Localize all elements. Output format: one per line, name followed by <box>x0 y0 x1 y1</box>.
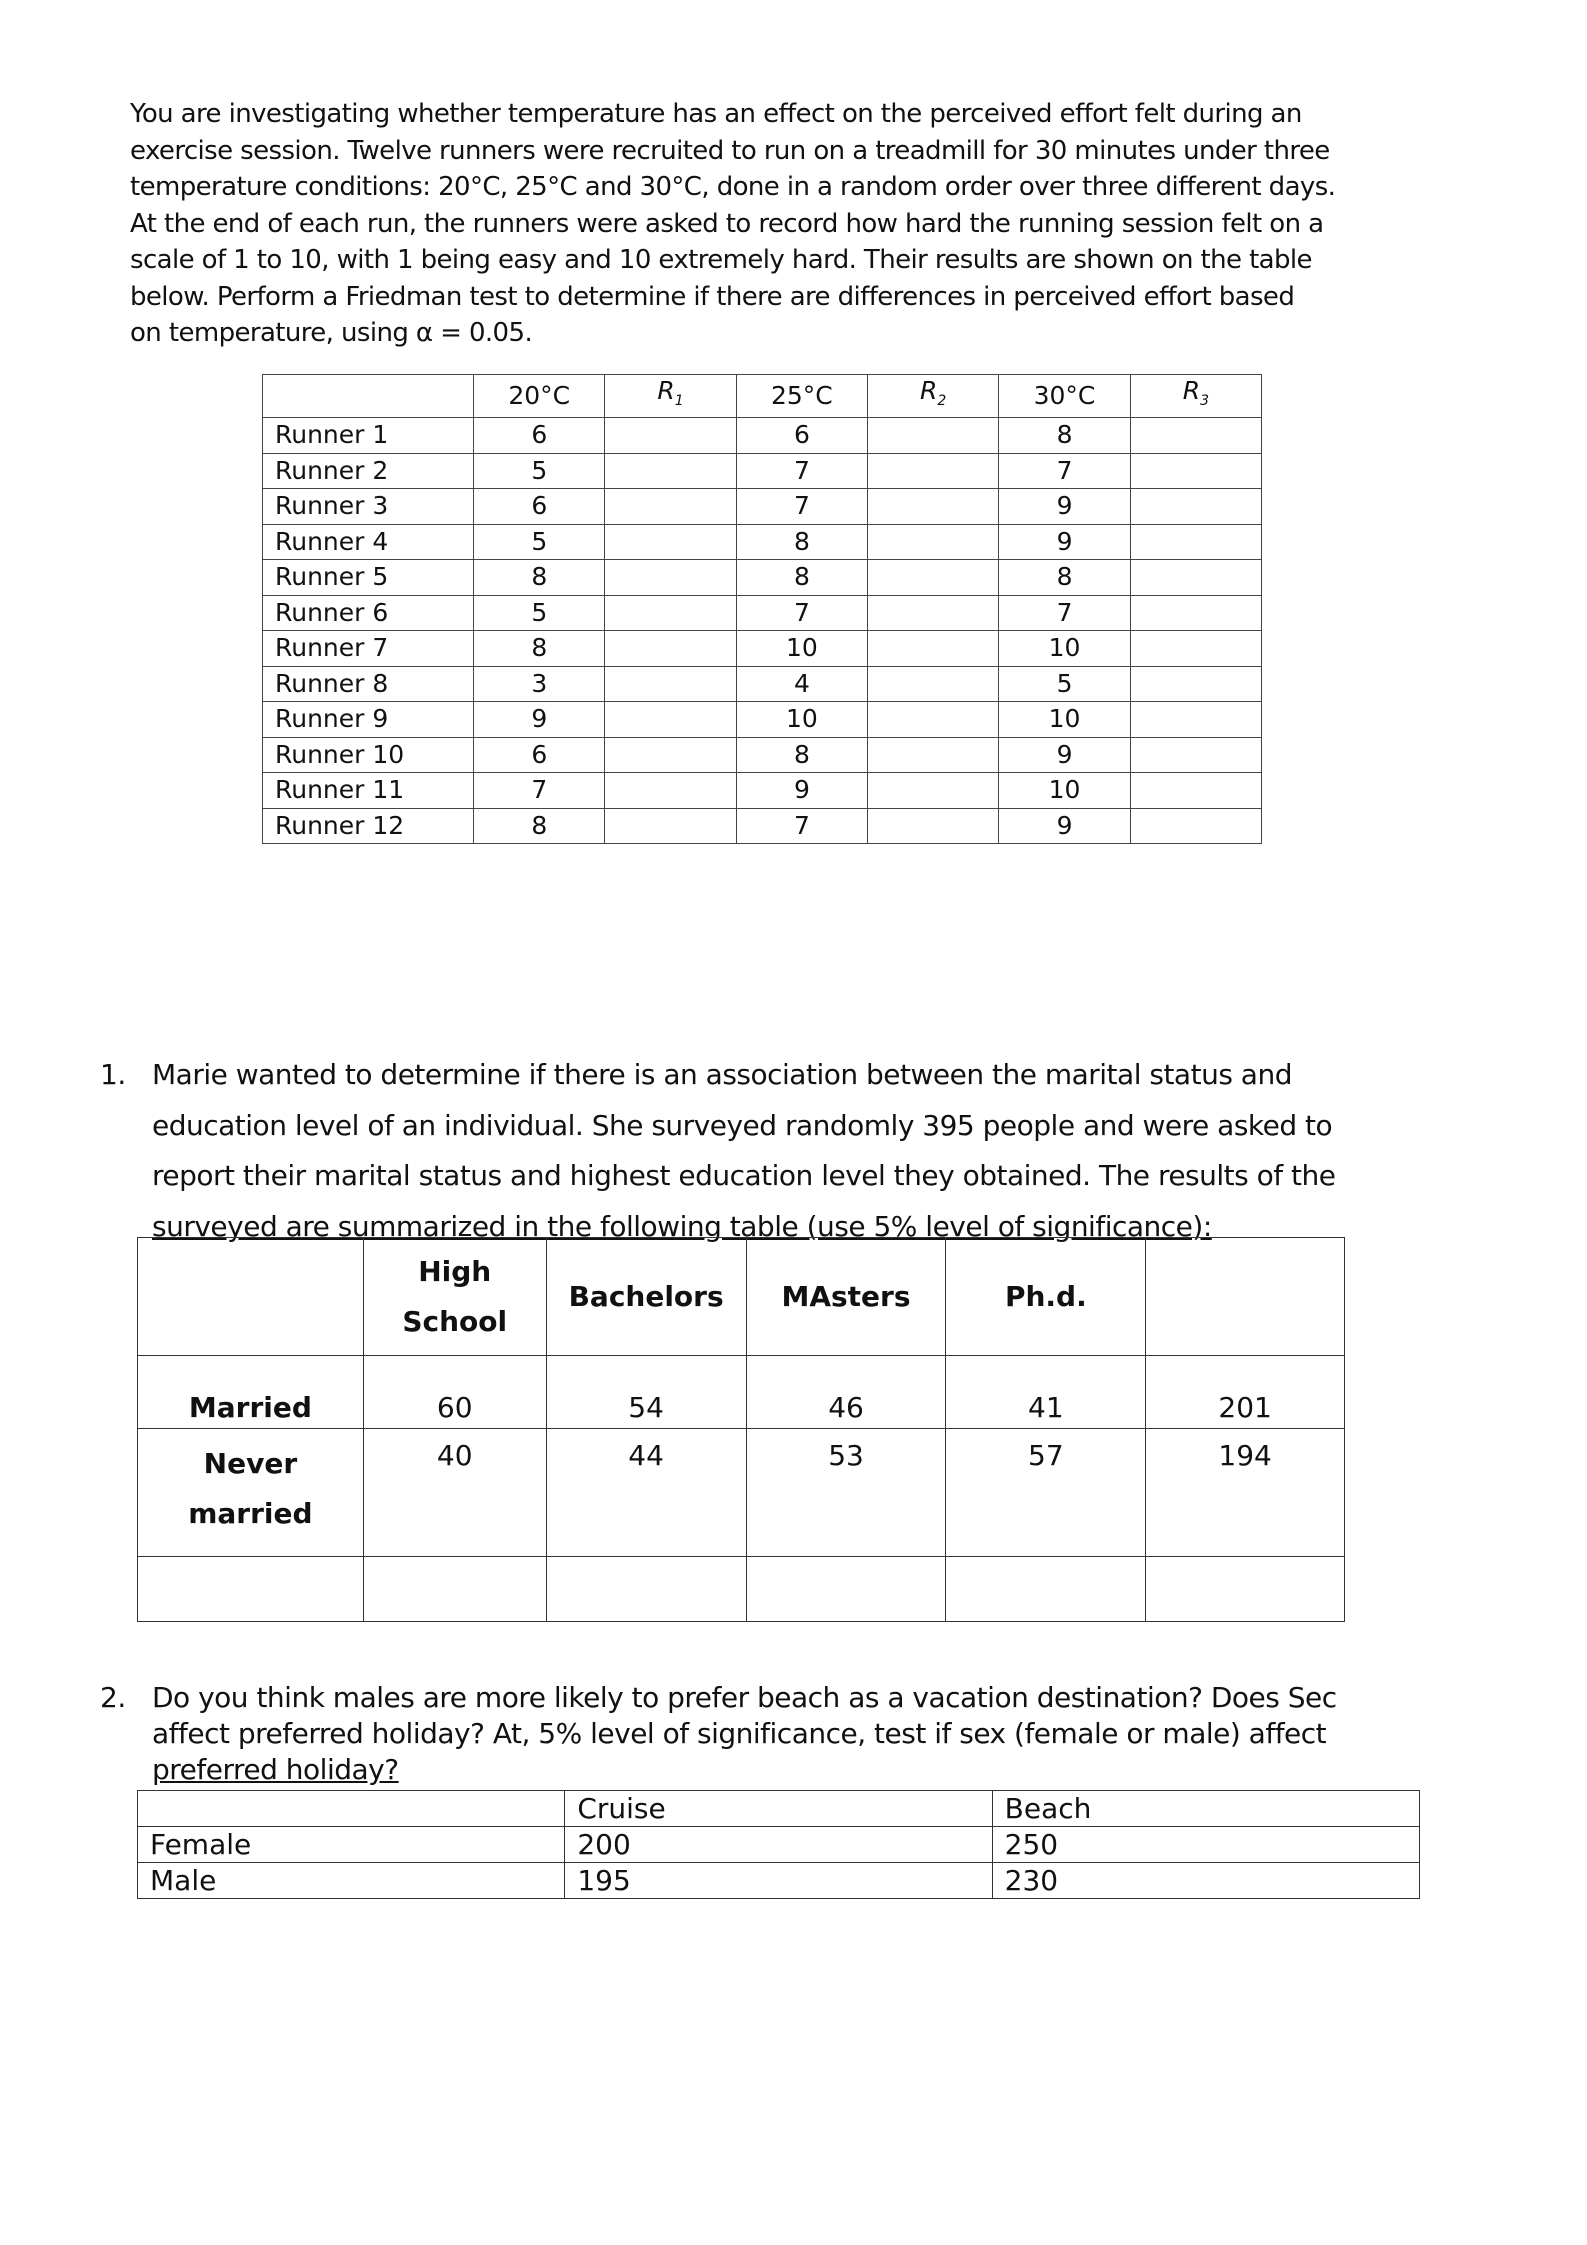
cell: 9 <box>999 737 1130 773</box>
cell: 200 <box>565 1827 992 1863</box>
cell <box>605 702 736 738</box>
cell <box>1130 560 1261 596</box>
row-label: Male <box>138 1863 565 1899</box>
cell <box>605 418 736 454</box>
cell: 8 <box>474 560 605 596</box>
table-row <box>263 808 1262 844</box>
cell <box>868 560 999 596</box>
header-cell: $R_3$ <box>1130 375 1261 418</box>
cell <box>605 453 736 489</box>
cell: 5 <box>474 595 605 631</box>
cell: 5 <box>474 524 605 560</box>
text-line: education level of an individual. She surveyed randomly 395 people and were asked to <box>152 1108 1333 1142</box>
friedman-problem-text <box>130 96 1420 352</box>
header-cell: Bachelors <box>546 1238 746 1356</box>
text-line: surveyed are summarized in the following table (use 5% level of significance): <box>152 1209 1212 1243</box>
cell <box>868 453 999 489</box>
row-label: Runner 11 <box>263 773 474 809</box>
cell <box>546 1557 746 1622</box>
cell <box>138 1557 364 1622</box>
cell: 8 <box>474 808 605 844</box>
row-label: Runner 10 <box>263 737 474 773</box>
table-row <box>263 524 1262 560</box>
question-2 <box>100 1680 1420 1788</box>
question-number: 1. <box>100 1058 126 1091</box>
cell: 6 <box>474 489 605 525</box>
text-line: affect preferred holiday? At, 5% level of significance, test if sex (female or male) affect <box>152 1717 1327 1750</box>
cell <box>605 489 736 525</box>
cell <box>605 666 736 702</box>
cell: 10 <box>999 773 1130 809</box>
cell <box>868 702 999 738</box>
header-cell: $R_2$ <box>868 375 999 418</box>
cell <box>605 524 736 560</box>
cell <box>1130 595 1261 631</box>
header-cell: Ph.d. <box>946 1238 1146 1356</box>
table-row <box>263 666 1262 702</box>
table-row <box>263 737 1262 773</box>
cell <box>868 631 999 667</box>
row-label: Never married <box>138 1429 364 1557</box>
cell: 201 <box>1146 1356 1345 1429</box>
cell <box>868 595 999 631</box>
cell: 44 <box>546 1429 746 1557</box>
cell <box>1130 808 1261 844</box>
header-cell: 25°C <box>736 375 867 418</box>
runner-effort-table <box>262 374 1262 844</box>
cell: 6 <box>736 418 867 454</box>
cell: 195 <box>565 1863 992 1899</box>
cell <box>605 773 736 809</box>
cell: 3 <box>474 666 605 702</box>
cell <box>868 489 999 525</box>
table-row <box>263 631 1262 667</box>
cell <box>1130 702 1261 738</box>
cell: 54 <box>546 1356 746 1429</box>
cell <box>868 418 999 454</box>
cell <box>868 666 999 702</box>
cell: 40 <box>363 1429 546 1557</box>
cell: 8 <box>736 737 867 773</box>
header-cell: 20°C <box>474 375 605 418</box>
cell: 8 <box>736 560 867 596</box>
row-label: Runner 7 <box>263 631 474 667</box>
cell <box>605 560 736 596</box>
row-label: Runner 3 <box>263 489 474 525</box>
cell <box>1130 453 1261 489</box>
cell <box>868 524 999 560</box>
text-line: At the end of each run, the runners were asked to record how hard the running session felt on a <box>130 208 1324 239</box>
row-label: Runner 12 <box>263 808 474 844</box>
cell <box>363 1557 546 1622</box>
text-line: temperature conditions: 20°C, 25°C and 30°C, done in a random order over three different days. <box>130 172 1336 202</box>
cell <box>1130 737 1261 773</box>
text-line: preferred holiday? <box>152 1753 399 1786</box>
header-cell: High School <box>363 1238 546 1356</box>
cell: 7 <box>736 489 867 525</box>
question-number: 2. <box>100 1681 126 1714</box>
row-label: Runner 4 <box>263 524 474 560</box>
cell <box>605 737 736 773</box>
cell: 57 <box>946 1429 1146 1557</box>
cell: 8 <box>999 418 1130 454</box>
text-line: exercise session. Twelve runners were recruited to run on a treadmill for 30 minutes under three <box>130 135 1330 166</box>
cell: 10 <box>736 702 867 738</box>
table-row <box>138 1429 1345 1557</box>
table-row <box>138 1356 1345 1429</box>
marital-education-table <box>137 1237 1345 1622</box>
table-row <box>263 702 1262 738</box>
header-cell <box>138 1791 565 1827</box>
holiday-preference-table <box>137 1790 1420 1899</box>
header-cell: 30°C <box>999 375 1130 418</box>
text-line: You are investigating whether temperature has an effect on the perceived effort felt during an <box>130 99 1302 129</box>
header-cell: $R_1$ <box>605 375 736 418</box>
cell <box>1130 773 1261 809</box>
text-line: Marie wanted to determine if there is an association between the marital status and <box>152 1058 1292 1091</box>
cell: 10 <box>736 631 867 667</box>
cell: 8 <box>736 524 867 560</box>
table-row <box>263 595 1262 631</box>
table-row <box>263 418 1262 454</box>
table-header-row <box>263 375 1262 418</box>
cell <box>1130 524 1261 560</box>
cell: 41 <box>946 1356 1146 1429</box>
cell: 9 <box>474 702 605 738</box>
cell: 7 <box>999 595 1130 631</box>
row-label: Married <box>138 1356 364 1429</box>
text-line: report their marital status and highest education level they obtained. The results of the <box>152 1159 1336 1192</box>
header-cell <box>263 375 474 418</box>
cell: 46 <box>746 1356 946 1429</box>
cell: 8 <box>999 560 1130 596</box>
table-row <box>138 1863 1420 1899</box>
row-label: Female <box>138 1827 565 1863</box>
header-cell: Beach <box>992 1791 1419 1827</box>
cell <box>868 737 999 773</box>
cell: 6 <box>474 418 605 454</box>
cell: 7 <box>736 595 867 631</box>
cell <box>605 595 736 631</box>
text-line: on temperature, using α = 0.05. <box>130 318 533 348</box>
cell: 9 <box>999 524 1130 560</box>
cell: 250 <box>992 1827 1419 1863</box>
table-row <box>138 1827 1420 1863</box>
cell <box>1130 666 1261 702</box>
table-header-row <box>138 1238 1345 1356</box>
text-line: Do you think males are more likely to prefer beach as a vacation destination? Does Sec <box>152 1681 1337 1714</box>
row-label: Runner 1 <box>263 418 474 454</box>
cell: 7 <box>474 773 605 809</box>
cell <box>605 631 736 667</box>
cell: 5 <box>474 453 605 489</box>
table-row <box>263 489 1262 525</box>
cell: 6 <box>474 737 605 773</box>
cell: 9 <box>999 808 1130 844</box>
cell: 7 <box>999 453 1130 489</box>
cell: 230 <box>992 1863 1419 1899</box>
header-cell <box>1146 1238 1345 1356</box>
table-row <box>263 453 1262 489</box>
cell <box>1130 631 1261 667</box>
text-line: below. Perform a Friedman test to determine if there are differences in perceived effort based <box>130 281 1295 312</box>
table-row <box>138 1557 1345 1622</box>
cell: 194 <box>1146 1429 1345 1557</box>
cell: 9 <box>736 773 867 809</box>
header-cell: MAsters <box>746 1238 946 1356</box>
cell <box>1130 489 1261 525</box>
cell <box>868 773 999 809</box>
cell: 4 <box>736 666 867 702</box>
header-cell: Cruise <box>565 1791 992 1827</box>
cell <box>946 1557 1146 1622</box>
cell: 10 <box>999 631 1130 667</box>
cell <box>746 1557 946 1622</box>
question-1 <box>100 1050 1400 1252</box>
row-label: Runner 2 <box>263 453 474 489</box>
row-label: Runner 5 <box>263 560 474 596</box>
text-line: scale of 1 to 10, with 1 being easy and 10 extremely hard. Their results are shown on the table <box>130 245 1312 275</box>
cell: 5 <box>999 666 1130 702</box>
cell: 53 <box>746 1429 946 1557</box>
table-row <box>263 560 1262 596</box>
table-header-row <box>138 1791 1420 1827</box>
table-row <box>263 773 1262 809</box>
cell <box>605 808 736 844</box>
cell: 60 <box>363 1356 546 1429</box>
row-label: Runner 8 <box>263 666 474 702</box>
cell <box>868 808 999 844</box>
cell: 7 <box>736 808 867 844</box>
row-label: Runner 9 <box>263 702 474 738</box>
header-cell <box>138 1238 364 1356</box>
row-label: Runner 6 <box>263 595 474 631</box>
cell <box>1146 1557 1345 1622</box>
cell: 10 <box>999 702 1130 738</box>
cell: 8 <box>474 631 605 667</box>
cell <box>1130 418 1261 454</box>
cell: 7 <box>736 453 867 489</box>
cell: 9 <box>999 489 1130 525</box>
